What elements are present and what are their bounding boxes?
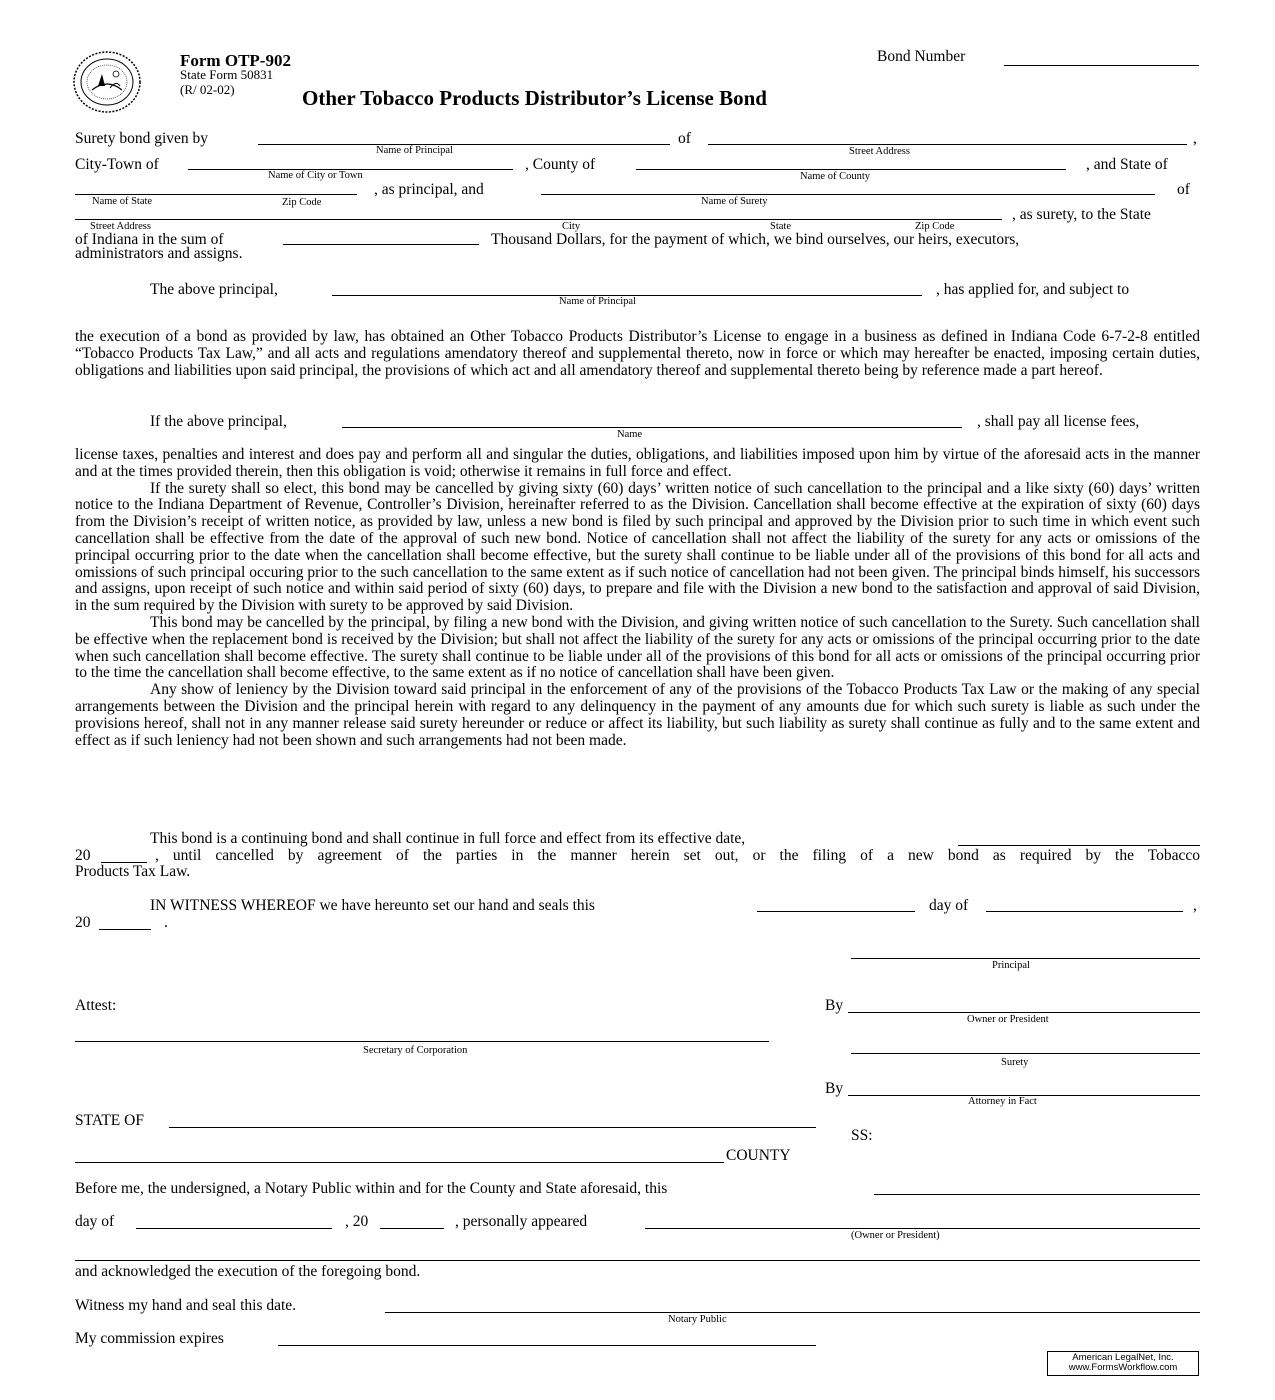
- witness-year-prefix: 20: [75, 914, 91, 931]
- attorney-label: Attorney in Fact: [968, 1096, 1037, 1107]
- as-surety-label: , as surety, to the State: [1012, 206, 1151, 223]
- notary-public-label: Notary Public: [668, 1314, 727, 1325]
- revision: (R/ 02-02): [180, 82, 235, 97]
- notary-month-field[interactable]: [136, 1228, 332, 1229]
- logo-line-1: American LegalNet, Inc.: [1072, 1352, 1174, 1363]
- logo-line-2: www.FormsWorkflow.com: [1068, 1362, 1178, 1373]
- notary-signature-field[interactable]: [385, 1312, 1200, 1313]
- acknowledged-text: and acknowledged the execution of the foregoing bond.: [75, 1263, 421, 1280]
- of-label: of: [678, 130, 691, 147]
- continuing-bond-text: This bond is a continuing bond and shall continue in full force and effect from its effective date,: [150, 830, 746, 847]
- body-text: [75, 447, 1200, 749]
- city-town-label: City-Town of: [75, 156, 159, 173]
- county-field[interactable]: [636, 169, 1066, 170]
- witness-comma: ,: [1193, 897, 1197, 914]
- administrators-text: administrators and assigns.: [75, 245, 243, 262]
- appeared-extra-field[interactable]: [75, 1260, 1200, 1261]
- secretary-signature-field[interactable]: [75, 1041, 769, 1042]
- comma: ,: [1193, 130, 1197, 147]
- form-number: Form OTP-902: [180, 51, 291, 70]
- secretary-label: Secretary of Corporation: [363, 1045, 468, 1056]
- if-principal-prefix: If the above principal,: [150, 413, 287, 430]
- zip-code-label-2: Zip Code: [915, 221, 955, 232]
- notary-year-field[interactable]: [380, 1228, 444, 1229]
- given-by-label: Surety bond given by: [75, 130, 209, 147]
- street-address-label-2: Street Address: [90, 221, 151, 232]
- witness-prefix: IN WITNESS WHEREOF we have hereunto set our hand and seals this: [150, 897, 595, 914]
- surety-label: Surety: [1001, 1057, 1029, 1068]
- surety-signature-field[interactable]: [851, 1053, 1200, 1054]
- effective-date-field[interactable]: [958, 845, 1200, 846]
- body-paragraph-1: license taxes, penalties and interest and does pay and perform all and singular the duties, obligations, and liabilities imposed upon him by virtue of the aforesaid acts in the manner and at the times provided therein, then this obligation is void; otherwise it remains in full force and effect.: [75, 446, 1200, 480]
- legalnet-logo: [1047, 1351, 1199, 1376]
- commission-label: My commission expires: [75, 1330, 224, 1347]
- name-of-surety-label: Name of Surety: [701, 196, 768, 207]
- notary-year-label: , 20: [345, 1213, 369, 1230]
- owner-president-label: Owner or President: [967, 1014, 1049, 1025]
- before-me-text: Before me, the undersigned, a Notary Public within and for the County and State aforesaid, this: [75, 1180, 668, 1197]
- name-of-city-label: Name of City or Town: [268, 170, 363, 181]
- witness-day-of: day of: [929, 897, 969, 914]
- witness-year-field[interactable]: [99, 929, 151, 930]
- above-principal-prefix: The above principal,: [150, 281, 278, 298]
- name-of-principal-field[interactable]: [258, 144, 670, 145]
- county-of-label: , County of: [525, 156, 596, 173]
- as-principal-label: , as principal, and: [374, 181, 484, 198]
- above-principal-suffix: , has applied for, and subject to: [936, 281, 1130, 298]
- if-principal-suffix: , shall pay all license fees,: [977, 413, 1140, 430]
- body-paragraph-4: Any show of leniency by the Division toward said principal in the enforcement of any of the provisions of the Tobacco Products Tax Law or the making of any special arrangements between the Division and the principal herein with regard to any delinquency in the payment of any amounts due for which such surety is liable as such under the provisions hereof, shall not in any manner release said surety hereunder or reduce or affect its liability, but such liability as surety shall continue as fully and to the same extent and effect as if such leniency had not been shown and such arrangements had not been made.: [75, 681, 1200, 749]
- continuing-bond-rest: , until cancelled by agreement of the parties in the manner herein set out, or the filing of a new bond as required by the Tobacco: [155, 847, 1200, 864]
- state-of-label: , and State of: [1086, 156, 1168, 173]
- county-label: COUNTY: [726, 1147, 791, 1164]
- name-of-surety-field[interactable]: [541, 194, 1155, 195]
- owner-president-signature-field[interactable]: [848, 1012, 1200, 1013]
- continuing-year-prefix: 20: [75, 847, 91, 864]
- if-principal-name-field[interactable]: [342, 427, 962, 428]
- commission-field[interactable]: [278, 1345, 816, 1346]
- name-of-state-label: Name of State: [92, 196, 153, 207]
- bond-number-label: Bond Number: [877, 48, 966, 65]
- name-of-principal-label-2: Name of Principal: [559, 296, 636, 307]
- by-label-2: By: [825, 1080, 844, 1097]
- notary-state-field[interactable]: [169, 1127, 816, 1128]
- appeared-person-field[interactable]: [645, 1228, 1200, 1229]
- surety-address-field[interactable]: [75, 219, 1002, 220]
- witness-period: .: [164, 914, 168, 931]
- body-paragraph-3: This bond may be cancelled by the principal, by filing a new bond with the Division, and giving written notice of such cancellation to the Surety. Such cancellation shall be effective when the replacement bond is received by the Division; but shall not affect the liability of the surety for any acts or omissions of the principal occurring prior to the date when such cancellation shall become effective. The surety shall continue to be liable under all of the provisions of this bond for all acts or omissions of the principal occurring prior to the time the cancellation shall become effective, to the same extent as if no notice of cancellation shall have been given.: [75, 613, 1200, 682]
- notary-county-field[interactable]: [75, 1162, 724, 1163]
- state-of-notary-label: STATE OF: [75, 1112, 144, 1129]
- state-label: State: [770, 221, 791, 232]
- continuing-bond-end: Products Tax Law.: [75, 863, 191, 880]
- attest-label: Attest:: [75, 997, 117, 1014]
- city-label: City: [562, 221, 581, 232]
- street-address-field[interactable]: [708, 144, 1187, 145]
- principal-label: Principal: [992, 960, 1030, 971]
- of-label-2: of: [1177, 181, 1190, 198]
- name-of-county-label: Name of County: [800, 171, 870, 182]
- sum-prefix: of Indiana in the sum of: [75, 231, 224, 248]
- principal-signature-field[interactable]: [851, 958, 1200, 959]
- sum-field[interactable]: [283, 244, 479, 245]
- name-label: Name: [617, 429, 643, 440]
- state-zip-field[interactable]: [75, 194, 357, 195]
- street-address-label: Street Address: [849, 146, 910, 157]
- zip-code-label: Zip Code: [282, 197, 322, 208]
- state-form-number: State Form 50831: [180, 67, 274, 82]
- ss-label: SS:: [851, 1127, 873, 1144]
- witness-month-field[interactable]: [986, 911, 1183, 912]
- witness-hand-text: Witness my hand and seal this date.: [75, 1297, 297, 1314]
- bond-number-field[interactable]: [1004, 65, 1199, 66]
- by-label-1: By: [825, 997, 844, 1014]
- page-title: Other Tobacco Products Distributor’s License Bond: [302, 86, 767, 110]
- license-paragraph: [75, 329, 1200, 379]
- witness-day-field[interactable]: [757, 911, 915, 912]
- notary-day-of-label: day of: [75, 1213, 115, 1230]
- state-seal-icon: [72, 50, 142, 114]
- notary-day-field[interactable]: [874, 1194, 1200, 1195]
- owner-president-paren-label: (Owner or President): [851, 1230, 940, 1241]
- name-of-principal-label: Name of Principal: [376, 145, 453, 156]
- license-paragraph-text: the execution of a bond as provided by law, has obtained an Other Tobacco Products Distributor’s License to engage in a business as defined in Indiana Code 6-7-2-8 entitled “Tobacco Products Tax Law,” and all acts and regulations amendatory thereof and supplemental thereto, now in force or which may hereafter be enacted, imposing certain duties, obligations and liabilities upon said principal, the provisions of which act and all amendatory thereof and supplemental thereto being by reference made a part hereof.: [75, 328, 1200, 379]
- personally-appeared-label: , personally appeared: [455, 1213, 588, 1230]
- sum-suffix: Thousand Dollars, for the payment of which, we bind ourselves, our heirs, executors,: [491, 231, 1020, 248]
- body-paragraph-2: If the surety shall so elect, this bond may be cancelled by giving sixty (60) days’ written notice of such cancellation to the principal and a like sixty (60) days’ written notice to the Indiana Department of Revenue, Controller’s Division, hereinafter referred to as the Division. Cancellation shall become effective at the expiration of sixty (60) days from the Division’s receipt of written notice, as provided by law, unless a new bond is filed by such principal and approved by the Division prior to such time in which event such cancellation shall be effective from the date of the approval of such new bond. Notice of cancellation shall not affect the liability of the surety for any acts or omissions of the principal occurring prior to the date when the cancellation shall become effective, but the surety shall continue to be liable under all of the provisions of this bond for all acts and omissions of such principal occuring prior to the such cancellation to the same extent as if such notice of cancellation had not been given. The principal binds himself, his successors and assigns, upon receipt of such notice and within said period of sixty (60) days, to prepare and file with the Division a new bond to the satisfaction and approval of said Division, in the sum required by the Division with surety to be approved by said Division.: [75, 479, 1200, 615]
